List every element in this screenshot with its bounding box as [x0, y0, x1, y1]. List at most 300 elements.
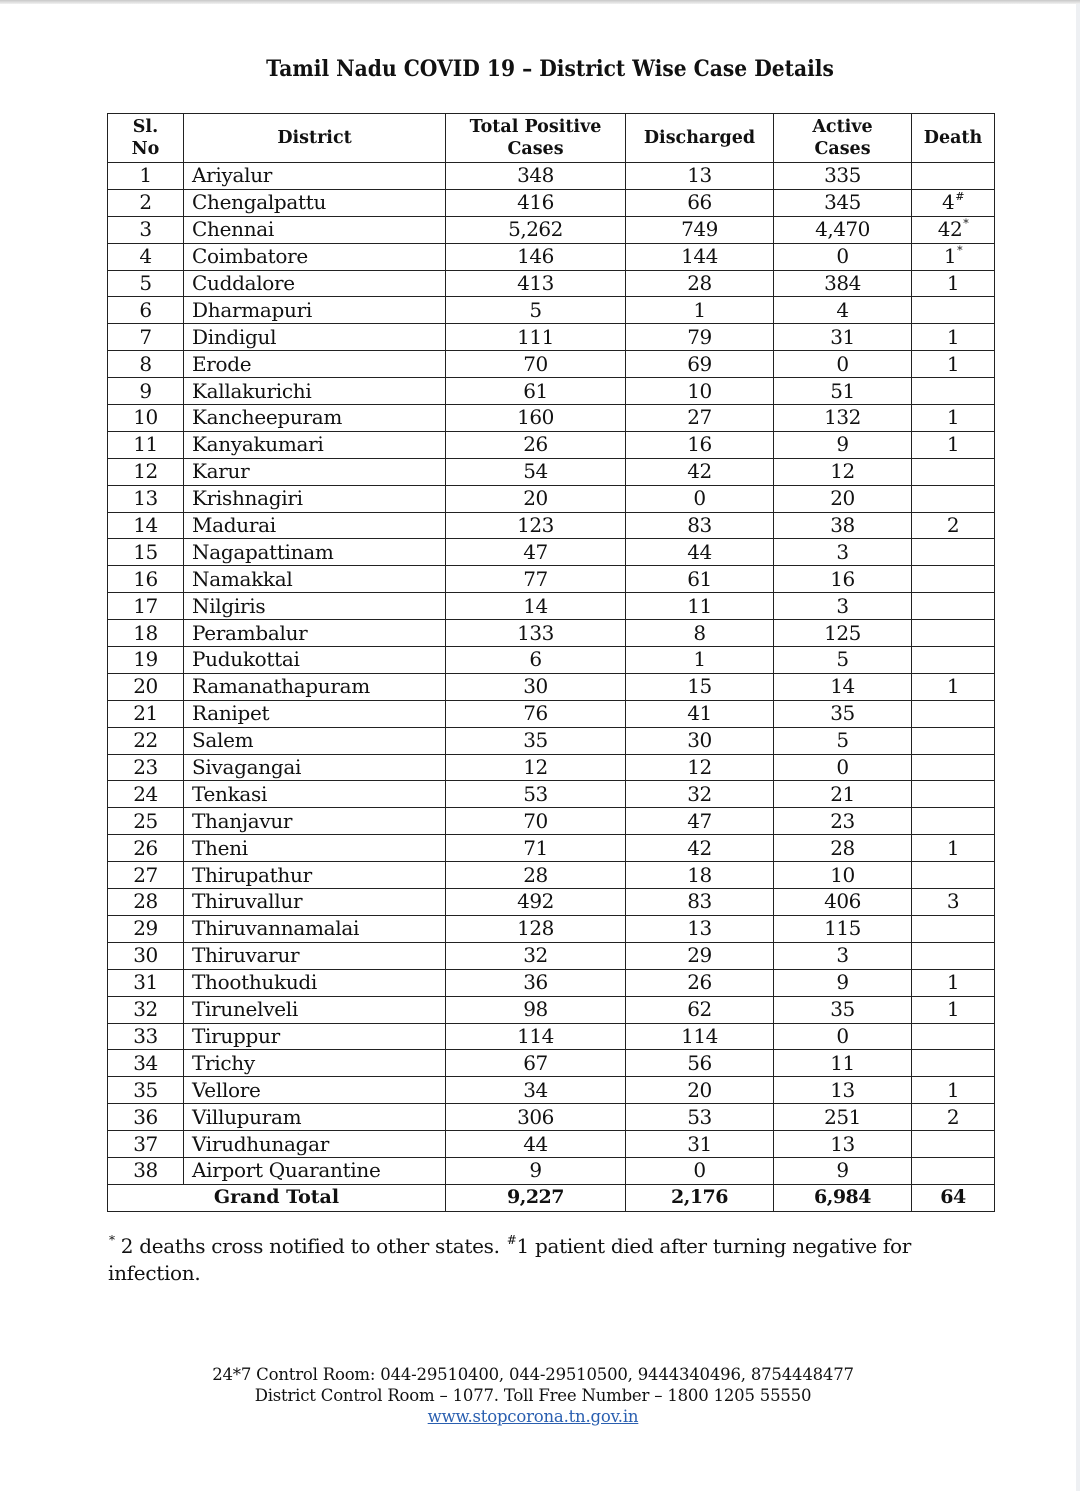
website-link[interactable]: www.stopcorona.tn.gov.in [427, 1407, 639, 1426]
cell-sl-no [108, 727, 184, 754]
table-row [108, 942, 995, 969]
cell-discharged-value: 28 [687, 271, 712, 295]
cell-active-value: 125 [824, 620, 861, 645]
grand-total-row [108, 1184, 995, 1211]
cell-death [912, 754, 995, 781]
cell-discharged [626, 405, 774, 432]
footnote-hash-mark: # [506, 1233, 517, 1247]
cell-sl-no-value: 13 [133, 486, 158, 511]
cell-active-value: 10 [830, 862, 855, 887]
table-row [108, 1131, 995, 1158]
cell-discharged-value: 27 [687, 405, 712, 430]
table-row [108, 1077, 995, 1104]
table-header-row [108, 114, 995, 163]
cell-district [184, 1050, 446, 1077]
cell-discharged-value: 42 [687, 459, 712, 484]
cell-sl-no [108, 889, 184, 916]
header-total-positive-line2: Cases [507, 139, 564, 159]
cell-death [912, 378, 995, 405]
cell-active-value: 38 [830, 513, 855, 538]
cell-total-positive [446, 620, 626, 647]
cell-total-positive [446, 458, 626, 485]
cell-total-positive-value: 35 [523, 728, 548, 753]
cell-total-positive-value: 61 [523, 378, 548, 403]
cell-district [184, 754, 446, 781]
cell-sl-no [108, 835, 184, 862]
cell-death [912, 727, 995, 754]
cell-death-value: 1 [946, 835, 960, 860]
table-row [108, 1023, 995, 1050]
cell-district-value: Virudhunagar [192, 1131, 329, 1156]
cell-district [184, 431, 446, 458]
cell-district-value: Dharmapuri [192, 297, 312, 322]
cell-total-positive-value: 34 [523, 1077, 548, 1102]
table-row [108, 647, 995, 674]
cell-discharged-value: 1 [693, 647, 706, 672]
cell-total-positive-value: 160 [517, 405, 554, 430]
cell-active [774, 727, 912, 754]
cell-active-value: 28 [830, 835, 855, 860]
cell-death [912, 593, 995, 620]
cell-sl-no [108, 754, 184, 781]
cell-sl-no [108, 1023, 184, 1050]
cell-active-value: 345 [824, 190, 861, 215]
cell-discharged-value: 83 [687, 513, 712, 538]
cell-active-value: 4,470 [815, 217, 870, 242]
cell-total-positive [446, 216, 626, 243]
cell-death [912, 1077, 995, 1104]
cell-discharged [626, 243, 774, 270]
cell-total-positive [446, 297, 626, 324]
cell-sl-no [108, 1104, 184, 1131]
cell-total-positive-value: 28 [523, 862, 548, 887]
cell-active [774, 969, 912, 996]
cell-active-value: 9 [836, 1158, 849, 1183]
cell-sl-no [108, 1131, 184, 1158]
cell-total-positive [446, 1131, 626, 1158]
cell-total-positive-value: 114 [517, 1023, 554, 1048]
cell-active-value: 3 [836, 943, 849, 968]
cell-total-positive-value: 123 [517, 513, 554, 538]
cell-total-positive [446, 593, 626, 620]
cell-death [912, 620, 995, 647]
cell-district-value: Perambalur [192, 620, 308, 645]
cell-sl-no-value: 38 [133, 1158, 158, 1183]
cell-death [912, 835, 995, 862]
cell-discharged [626, 539, 774, 566]
cell-active-value: 9 [836, 432, 849, 457]
cell-discharged [626, 942, 774, 969]
cell-district [184, 189, 446, 216]
cell-total-positive-value: 416 [517, 190, 554, 215]
cell-total-positive [446, 512, 626, 539]
cell-active [774, 915, 912, 942]
cell-district [184, 942, 446, 969]
cell-discharged-value: 66 [687, 190, 712, 215]
cell-total-positive [446, 351, 626, 378]
scrollbar-track[interactable] [1076, 4, 1080, 1491]
cell-total-positive [446, 700, 626, 727]
cell-sl-no-value: 19 [133, 647, 158, 672]
cell-active-value: 12 [830, 459, 855, 484]
cell-district-value: Theni [192, 835, 248, 860]
cell-total-positive-value: 53 [523, 781, 548, 806]
cell-sl-no-value: 24 [133, 781, 158, 806]
cell-total-positive-value: 76 [523, 701, 548, 726]
cell-total-positive-value: 20 [523, 486, 548, 511]
cell-discharged [626, 485, 774, 512]
cell-discharged-value: 83 [687, 889, 712, 914]
cell-death [912, 996, 995, 1023]
grand-total-label: Grand Total [108, 1184, 446, 1211]
cell-total-positive-value: 128 [517, 916, 554, 941]
death-footnote-mark: * [957, 244, 963, 258]
cell-death-value: 1 [946, 324, 960, 349]
cell-total-positive [446, 754, 626, 781]
cell-discharged-value: 44 [687, 539, 712, 564]
cell-total-positive [446, 485, 626, 512]
header-total-positive-line1: Total Positive [469, 117, 602, 137]
cell-discharged-value: 18 [687, 862, 712, 887]
cell-discharged [626, 808, 774, 835]
cell-active [774, 297, 912, 324]
district-control-line: District Control Room – 1077. Toll Free Number – 1800 1205 55550 [254, 1386, 812, 1405]
cell-sl-no-value: 37 [133, 1131, 158, 1156]
cell-total-positive-value: 6 [529, 647, 542, 672]
header-death: Death [912, 114, 995, 163]
cell-total-positive-value: 70 [523, 808, 548, 833]
cell-death [912, 862, 995, 889]
cell-total-positive-value: 26 [523, 432, 548, 457]
window-top-edge [0, 0, 1080, 4]
cell-sl-no-value: 9 [139, 378, 152, 403]
cell-total-positive-value: 77 [523, 566, 548, 591]
cell-discharged-value: 53 [687, 1104, 712, 1129]
table-row [108, 566, 995, 593]
table-row [108, 351, 995, 378]
cell-total-positive-value: 71 [523, 835, 548, 860]
cell-district [184, 512, 446, 539]
cell-district-value: Thiruvallur [192, 889, 303, 914]
grand-total-death: 64 [912, 1184, 995, 1211]
cell-district [184, 163, 446, 190]
cell-district [184, 485, 446, 512]
cell-discharged [626, 1157, 774, 1184]
table-row [108, 700, 995, 727]
cell-sl-no-value: 17 [133, 593, 158, 618]
cell-discharged-value: 30 [687, 728, 712, 753]
cell-sl-no-value: 12 [133, 459, 158, 484]
cell-sl-no-value: 11 [133, 432, 158, 457]
cell-death [912, 1104, 995, 1131]
cell-death [912, 512, 995, 539]
cell-district [184, 727, 446, 754]
cell-district [184, 1023, 446, 1050]
cell-sl-no [108, 862, 184, 889]
table-row [108, 754, 995, 781]
cell-district [184, 216, 446, 243]
cell-district [184, 889, 446, 916]
cell-sl-no [108, 566, 184, 593]
cell-district-value: Kancheepuram [192, 405, 343, 430]
cell-death [912, 1050, 995, 1077]
cell-active [774, 405, 912, 432]
cell-sl-no-value: 22 [133, 728, 158, 753]
table-row [108, 593, 995, 620]
cell-discharged-value: 13 [687, 163, 712, 188]
cell-active [774, 781, 912, 808]
cell-total-positive [446, 781, 626, 808]
table-row [108, 996, 995, 1023]
cell-discharged [626, 700, 774, 727]
cell-sl-no [108, 969, 184, 996]
table-row [108, 163, 995, 190]
cell-death-value: 1 [946, 405, 960, 430]
cell-sl-no-value: 20 [133, 674, 158, 699]
cell-active-value: 3 [836, 539, 849, 564]
district-cases-table [107, 113, 995, 1212]
cell-sl-no-value: 30 [133, 943, 158, 968]
cell-sl-no [108, 163, 184, 190]
cell-death-value: 1 [946, 351, 960, 376]
cell-discharged-value: 114 [681, 1023, 718, 1048]
cell-discharged [626, 754, 774, 781]
cell-active-value: 11 [830, 1050, 855, 1075]
cell-sl-no [108, 593, 184, 620]
cell-discharged [626, 351, 774, 378]
cell-total-positive-value: 133 [517, 620, 554, 645]
cell-sl-no-value: 28 [133, 889, 158, 914]
header-discharged: Discharged [626, 114, 774, 163]
cell-total-positive [446, 163, 626, 190]
cell-sl-no-value: 34 [133, 1050, 158, 1075]
cell-district [184, 1157, 446, 1184]
cell-death [912, 485, 995, 512]
cell-active-value: 23 [830, 808, 855, 833]
cell-district [184, 378, 446, 405]
table-row [108, 189, 995, 216]
cell-total-positive [446, 539, 626, 566]
header-active-line1: Active [812, 117, 873, 137]
cell-active [774, 593, 912, 620]
cell-district-value: Airport Quarantine [192, 1158, 381, 1183]
cell-death [912, 1023, 995, 1050]
cell-discharged [626, 458, 774, 485]
cell-sl-no-value: 3 [139, 217, 152, 242]
cell-active [774, 942, 912, 969]
cell-sl-no [108, 915, 184, 942]
cell-discharged-value: 13 [687, 916, 712, 941]
cell-district-value: Kallakurichi [192, 378, 312, 403]
header-district: District [184, 114, 446, 163]
cell-sl-no-value: 10 [133, 405, 158, 430]
cell-district [184, 324, 446, 351]
cell-death [912, 539, 995, 566]
table-row [108, 1157, 995, 1184]
cell-district-value: Coimbatore [192, 244, 308, 269]
cell-district [184, 1077, 446, 1104]
cell-district [184, 808, 446, 835]
cell-discharged [626, 1050, 774, 1077]
cell-discharged-value: 8 [693, 620, 706, 645]
cell-sl-no-value: 2 [139, 190, 152, 215]
header-active-line2: Cases [814, 139, 871, 159]
cell-discharged [626, 1077, 774, 1104]
cell-death [912, 270, 995, 297]
cell-discharged-value: 12 [687, 755, 712, 780]
cell-district-value: Tiruppur [192, 1023, 280, 1048]
cell-total-positive [446, 647, 626, 674]
cell-district [184, 351, 446, 378]
cell-active [774, 700, 912, 727]
header-total-positive [446, 114, 626, 163]
cell-total-positive-value: 14 [523, 593, 548, 618]
cell-district-value: Nagapattinam [192, 539, 334, 564]
cell-sl-no [108, 942, 184, 969]
cell-active [774, 566, 912, 593]
table-row [108, 378, 995, 405]
cell-active [774, 458, 912, 485]
cell-active-value: 384 [824, 271, 861, 295]
cell-death [912, 1131, 995, 1158]
cell-discharged-value: 62 [687, 997, 712, 1022]
cell-discharged-value: 10 [687, 378, 712, 403]
table-row [108, 673, 995, 700]
cell-district-value: Ranipet [192, 701, 270, 726]
table-row [108, 324, 995, 351]
footnote-star-mark: * [109, 1233, 115, 1247]
table-row [108, 458, 995, 485]
cell-active [774, 1131, 912, 1158]
cell-total-positive-value: 492 [517, 889, 554, 914]
cell-district-value: Salem [192, 728, 254, 753]
cell-active [774, 620, 912, 647]
cell-discharged [626, 835, 774, 862]
cell-sl-no-value: 8 [139, 351, 152, 376]
cell-death [912, 647, 995, 674]
cell-discharged [626, 1023, 774, 1050]
cell-active [774, 862, 912, 889]
table-row [108, 243, 995, 270]
cell-total-positive [446, 915, 626, 942]
cell-total-positive [446, 270, 626, 297]
cell-active [774, 1023, 912, 1050]
cell-discharged [626, 431, 774, 458]
cell-sl-no [108, 297, 184, 324]
cell-district [184, 835, 446, 862]
cell-district [184, 1131, 446, 1158]
cell-district [184, 539, 446, 566]
cell-district [184, 996, 446, 1023]
cell-district-value: Trichy [192, 1050, 255, 1075]
cell-death [912, 808, 995, 835]
cell-death [912, 189, 995, 216]
cell-death [912, 969, 995, 996]
cell-total-positive-value: 5,262 [508, 217, 563, 242]
cell-sl-no [108, 539, 184, 566]
cell-active-value: 0 [836, 1023, 849, 1048]
cell-death [912, 942, 995, 969]
table-row [108, 1104, 995, 1131]
grand-total-positive: 9,227 [446, 1184, 626, 1211]
cell-discharged-value: 41 [687, 701, 712, 726]
cell-active-value: 406 [824, 889, 861, 914]
cell-discharged-value: 749 [681, 217, 718, 242]
cell-discharged [626, 216, 774, 243]
cell-district-value: Karur [192, 459, 250, 484]
cell-active-value: 4 [836, 297, 849, 322]
cell-sl-no-value: 35 [133, 1077, 158, 1102]
cell-discharged [626, 727, 774, 754]
cell-district [184, 781, 446, 808]
cell-active [774, 189, 912, 216]
cell-discharged [626, 996, 774, 1023]
cell-active [774, 431, 912, 458]
cell-active-value: 21 [830, 781, 855, 806]
cell-active [774, 512, 912, 539]
cell-district-value: Villupuram [192, 1104, 302, 1129]
cell-sl-no [108, 405, 184, 432]
cell-district [184, 593, 446, 620]
cell-active [774, 1077, 912, 1104]
cell-discharged-value: 16 [687, 432, 712, 457]
table-body [108, 163, 995, 1185]
table-row [108, 727, 995, 754]
cell-death-value: 2 [946, 513, 960, 538]
cell-total-positive [446, 673, 626, 700]
cell-sl-no-value: 15 [133, 539, 158, 564]
cell-total-positive-value: 30 [523, 674, 548, 699]
cell-active [774, 754, 912, 781]
cell-district-value: Madurai [192, 513, 276, 538]
cell-death [912, 889, 995, 916]
cell-sl-no-value: 23 [133, 755, 158, 780]
cell-total-positive [446, 1104, 626, 1131]
cell-discharged [626, 915, 774, 942]
cell-death [912, 243, 995, 270]
cell-district-value: Namakkal [192, 566, 293, 591]
page-title: Tamil Nadu COVID 19 – District Wise Case Details [266, 56, 834, 82]
cell-district [184, 243, 446, 270]
cell-sl-no [108, 781, 184, 808]
cell-total-positive [446, 889, 626, 916]
cell-district-value: Cuddalore [192, 271, 295, 295]
cell-discharged-value: 26 [687, 970, 712, 995]
cell-discharged-value: 1 [693, 297, 706, 322]
cell-active-value: 13 [830, 1077, 855, 1102]
death-footnote-mark: # [955, 190, 964, 204]
cell-discharged-value: 0 [693, 486, 706, 511]
cell-total-positive [446, 727, 626, 754]
cell-total-positive-value: 67 [523, 1050, 548, 1075]
cell-district-value: Ramanathapuram [192, 674, 370, 699]
cell-total-positive-value: 5 [529, 297, 542, 322]
table-row [108, 297, 995, 324]
cell-discharged-value: 42 [687, 835, 712, 860]
cell-death [912, 431, 995, 458]
cell-discharged [626, 1131, 774, 1158]
cell-district [184, 270, 446, 297]
cell-district-value: Chennai [192, 217, 275, 242]
cell-district-value: Thiruvannamalai [192, 916, 360, 941]
cell-sl-no-value: 32 [133, 997, 158, 1022]
cell-active [774, 673, 912, 700]
cell-district-value: Vellore [192, 1077, 261, 1102]
footnote [108, 1233, 988, 1287]
cell-death [912, 351, 995, 378]
control-room-line: 24*7 Control Room: 044-29510400, 044-29510500, 9444340496, 8754448477 [212, 1365, 854, 1384]
cell-sl-no-value: 4 [139, 244, 152, 269]
